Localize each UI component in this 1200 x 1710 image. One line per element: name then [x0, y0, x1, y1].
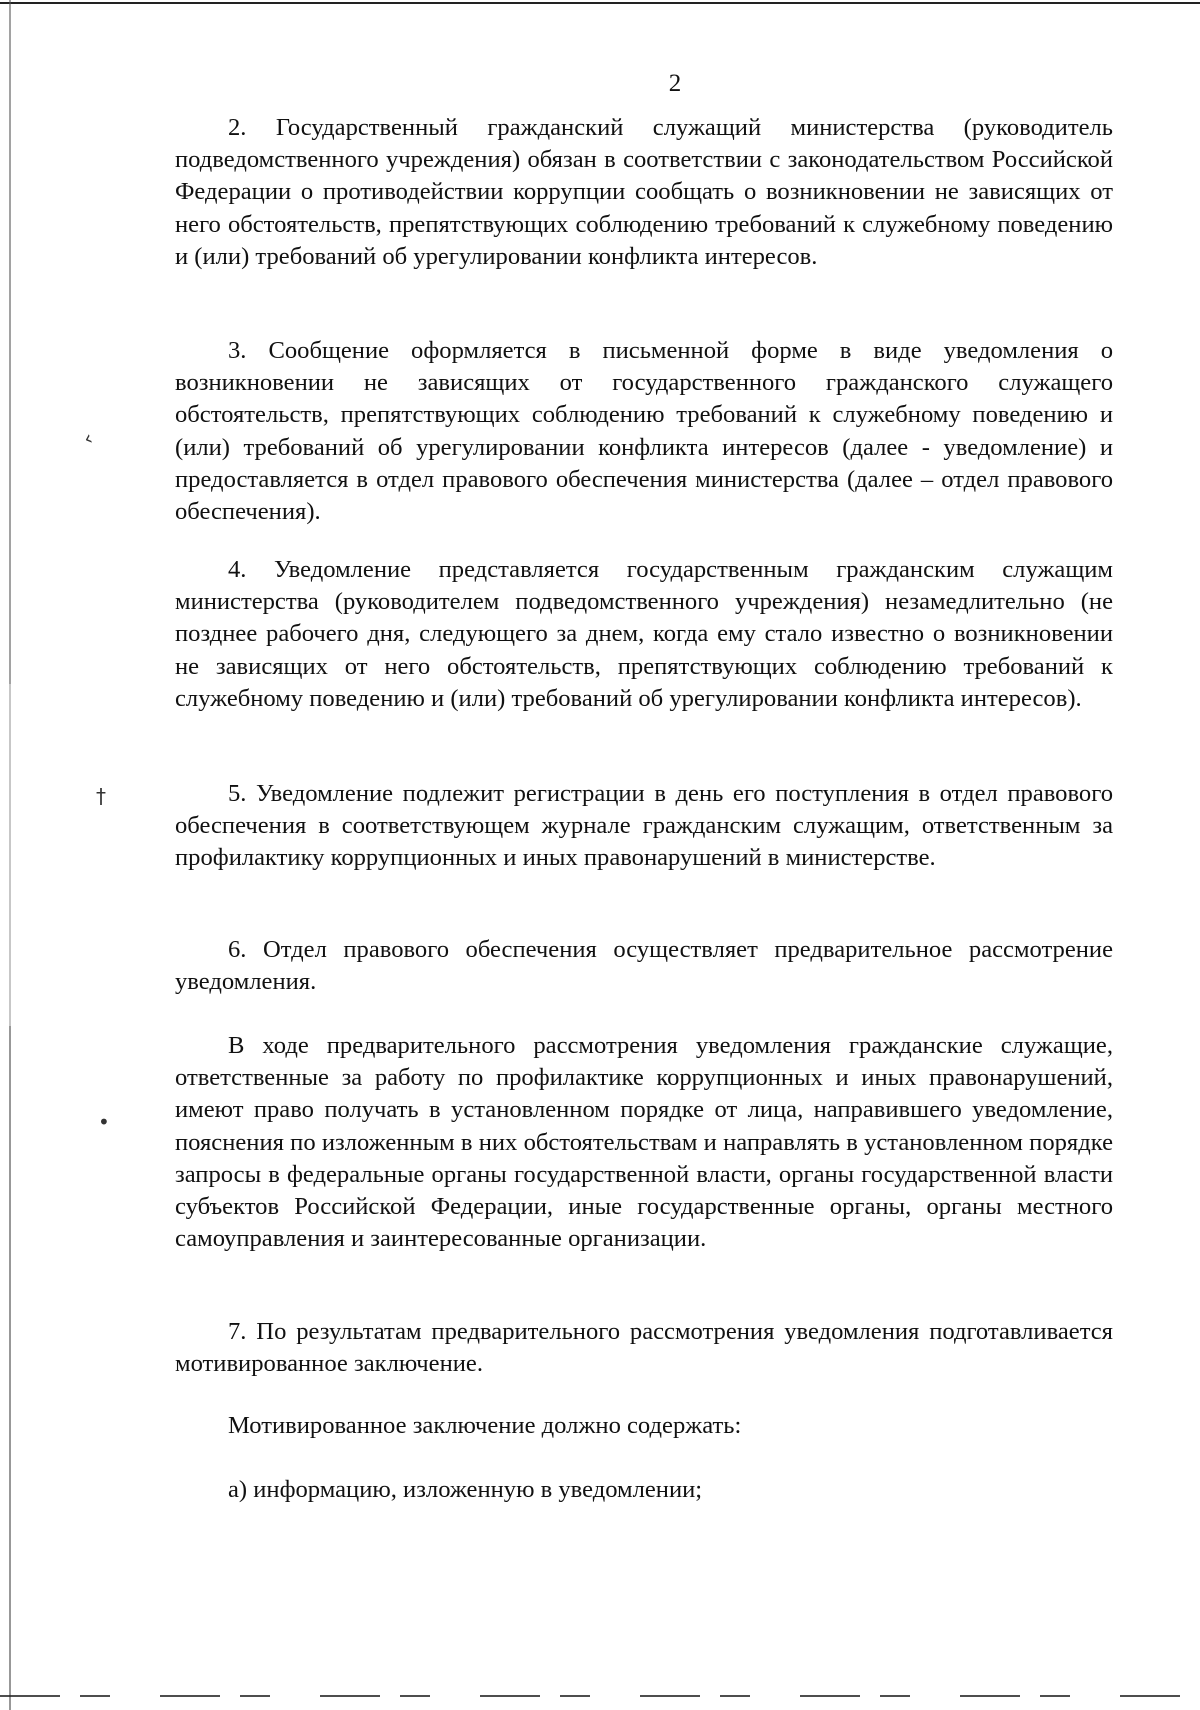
paragraph-item-5: 5. Уведомление подлежит регистрации в день его поступления в отдел правового обеспечения в соответствующем журнале гражданским служащим, ответственным за профилактику коррупционных и иных правонарушений в министерстве.	[175, 780, 1113, 872]
list-item-a: а) информацию, изложенную в уведомлении;	[228, 1476, 703, 1503]
paragraph-item-4: 4. Уведомление представляется государственным гражданским служащим министерства (руководителем подведомственного учреждения) незамедлительно (не позднее рабочего дня, следующего за днем, когда ему стало известно о возникновении не зависящих от него обстоятельств, препятствующих соблюдению требований к служебному поведению и (или) требований об урегулировании конфликта интересов).	[175, 556, 1113, 712]
scan-top-edge	[0, 2, 1200, 4]
paragraph-conclusion-contents: Мотивированное заключение должно содержать:	[228, 1412, 742, 1439]
scan-artifact-mark: †	[96, 784, 106, 808]
scan-left-edge	[9, 0, 11, 1710]
page-number: 2	[668, 70, 682, 97]
scan-artifact-mark: •	[98, 1110, 110, 1134]
scan-artifact-mark: ‹	[80, 425, 96, 451]
paragraph-item-6: 6. Отдел правового обеспечения осуществляет предварительное рассмотрение уведомления.	[175, 936, 1113, 996]
paragraph-item-7: 7. По результатам предварительного рассмотрения уведомления подготавливается мотивированное заключение.	[175, 1318, 1113, 1378]
paragraph-item-2: 2. Государственный гражданский служащий министерства (руководитель подведомственного учреждения) обязан в соответствии с законодательством Российской Федерации о противодействии коррупции сообщать о возникновении не зависящих от него обстоятельств, препятствующих соблюдению требований к служебному поведению и (или) требований об урегулировании конфликта интересов.	[175, 114, 1113, 270]
paragraph-preliminary-review: В ходе предварительного рассмотрения уведомления гражданские служащие, ответственные за работу по профилактике коррупционных и иных правонарушений, имеют право получать в установленном порядке от лица, направившего уведомление, пояснения по изложенным в них обстоятельствам и направлять в установленном порядке запросы в федеральные органы государственной власти, органы государственной власти субъектов Российской Федерации, иные государственные органы, органы местного самоуправления и заинтересованные организации.	[175, 1032, 1113, 1253]
scan-bottom-edge	[0, 1695, 1200, 1697]
paragraph-item-3: 3. Сообщение оформляется в письменной форме в виде уведомления о возникновении не зависящих от государственного гражданского служащего обстоятельств, препятствующих соблюдению требований к служебному поведению и (или) требований об урегулировании конфликта интересов (далее - уведомление) и предоставляется в отдел правового обеспечения министерства (далее – отдел правового обеспечения).	[175, 337, 1113, 526]
